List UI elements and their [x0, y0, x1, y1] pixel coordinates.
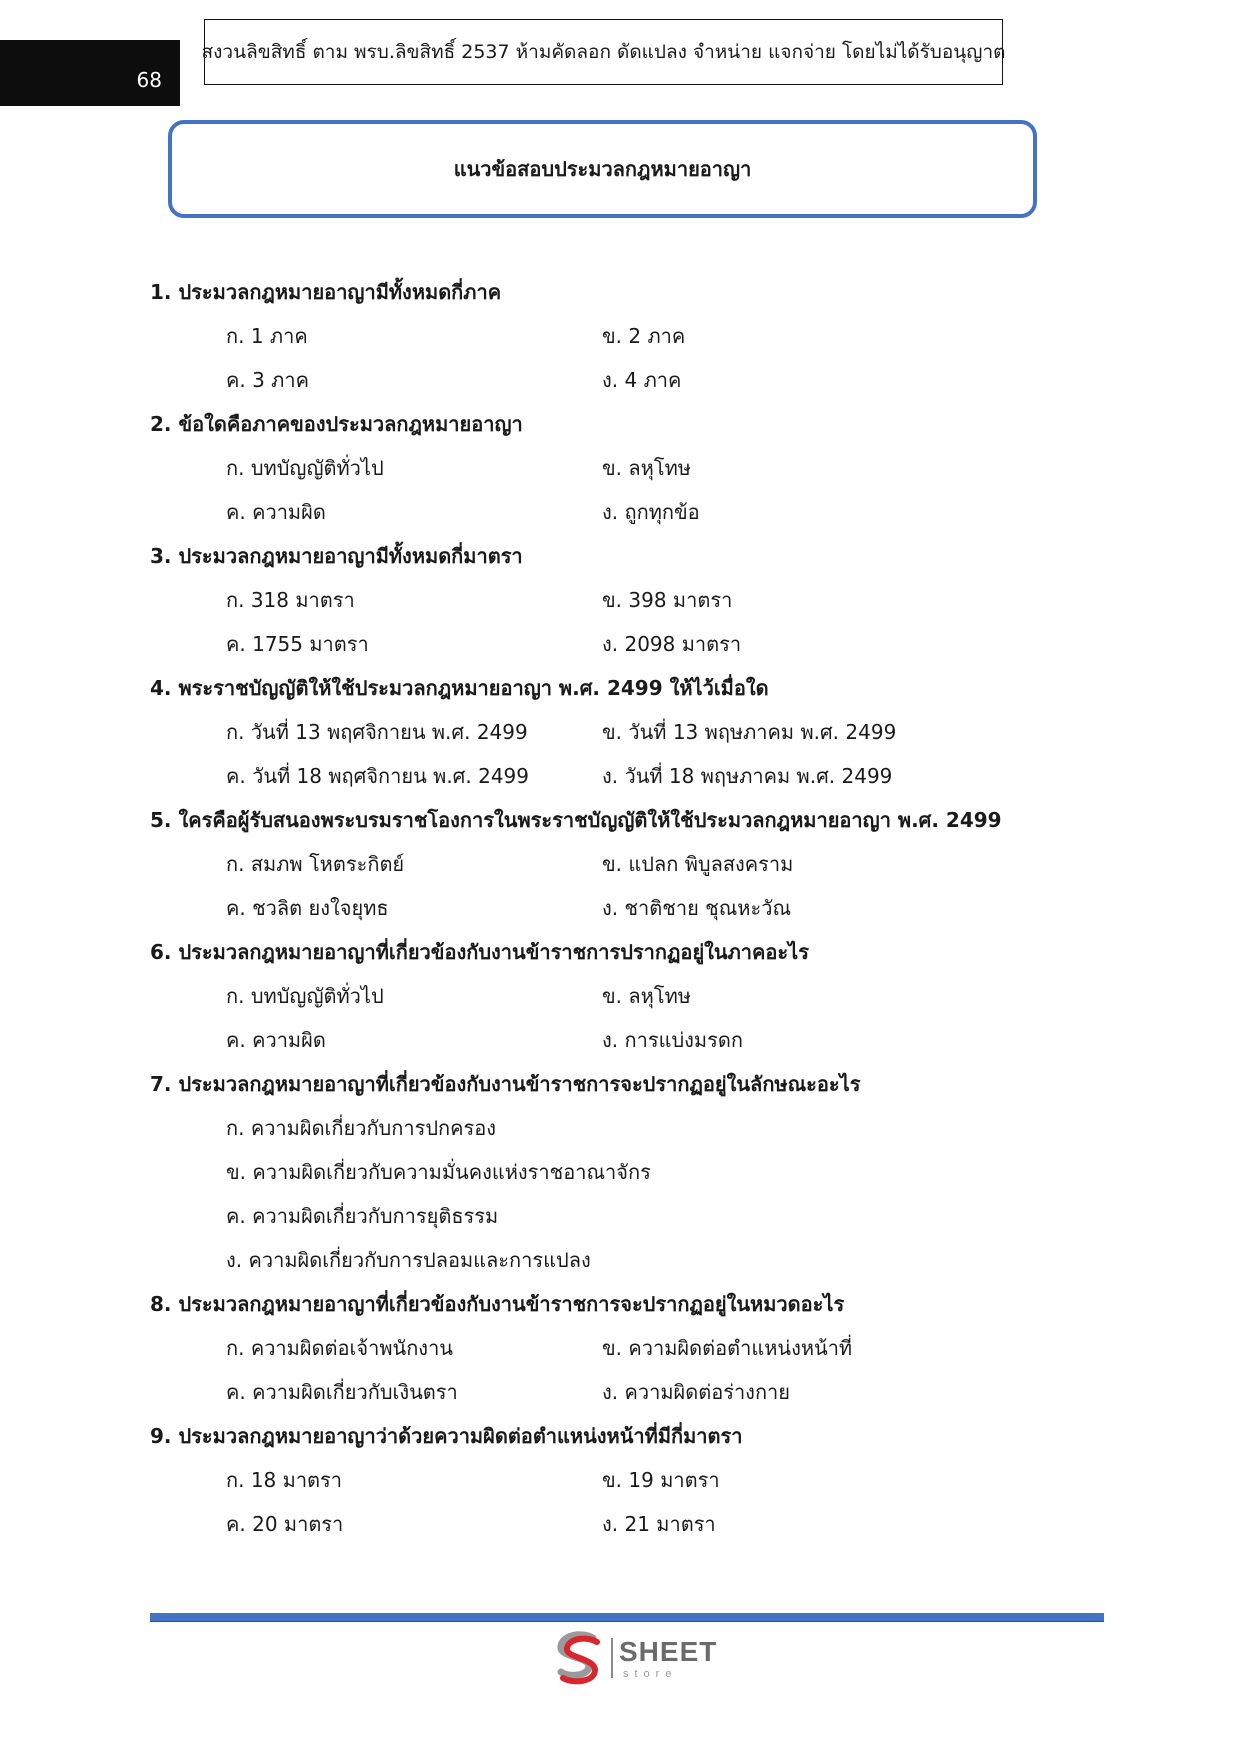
option-d: ง. การแบ่งมรดก	[602, 1028, 743, 1052]
question-8-options	[150, 1326, 1090, 1414]
question-4: 4. พระราชบัญญัติให้ใช้ประมวลกฎหมายอาญา พ.ศ. 2499 ให้ไว้เมื่อใด	[150, 676, 769, 700]
question-9-options	[150, 1458, 1090, 1546]
option-a: ก. วันที่ 13 พฤศจิกายน พ.ศ. 2499	[226, 720, 528, 744]
question-6: 6. ประมวลกฎหมายอาญาที่เกี่ยวข้องกับงานข้าราชการปรากฏอยู่ในภาคอะไร	[150, 940, 809, 964]
footer-rule	[150, 1613, 1104, 1622]
question-3-options	[150, 578, 1090, 666]
option-a: ก. ความผิดต่อเจ้าพนักงาน	[226, 1336, 453, 1360]
sheet-store-logo	[553, 1630, 723, 1686]
option-b: ข. วันที่ 13 พฤษภาคม พ.ศ. 2499	[602, 720, 897, 744]
question-1: 1. ประมวลกฎหมายอาญามีทั้งหมดกี่ภาค	[150, 280, 502, 304]
option-a: ก. 18 มาตรา	[226, 1468, 343, 1492]
option-c: ค. ความผิดเกี่ยวกับการยุติธรรม	[226, 1204, 499, 1228]
option-d: ง. 2098 มาตรา	[602, 632, 742, 656]
logo-subtitle: store	[623, 1668, 678, 1680]
option-d: ง. ชาติชาย ชุณหะวัณ	[602, 896, 791, 920]
option-d: ง. ความผิดเกี่ยวกับการปลอมและการแปลง	[226, 1248, 591, 1272]
option-b: ข. 2 ภาค	[602, 324, 686, 348]
option-d: ง. ความผิดต่อร่างกาย	[602, 1380, 791, 1404]
question-1-options	[150, 314, 1090, 402]
option-a: ก. 1 ภาค	[226, 324, 308, 348]
option-a: ก. บทบัญญัติทั่วไป	[226, 456, 384, 480]
option-a: ก. ความผิดเกี่ยวกับการปกครอง	[226, 1116, 497, 1140]
option-a: ก. สมภพ โหตระกิตย์	[226, 852, 405, 876]
option-b: ข. ลหุโทษ	[602, 456, 691, 480]
question-list	[150, 270, 1090, 1546]
option-c: ค. ความผิด	[226, 500, 326, 524]
option-c: ค. ความผิด	[226, 1028, 326, 1052]
option-d: ง. ถูกทุกข้อ	[602, 500, 700, 524]
page-title: แนวข้อสอบประมวลกฎหมายอาญา	[453, 157, 752, 181]
question-7-options	[150, 1106, 1090, 1282]
page-title-box	[168, 120, 1037, 218]
question-9: 9. ประมวลกฎหมายอาญาว่าด้วยความผิดต่อตำแหน่งหน้าที่มีกี่มาตรา	[150, 1424, 743, 1448]
sheet-store-s-icon	[553, 1630, 607, 1686]
option-b: ข. ความผิดต่อตำแหน่งหน้าที่	[602, 1336, 853, 1360]
question-7: 7. ประมวลกฎหมายอาญาที่เกี่ยวข้องกับงานข้าราชการจะปรากฏอยู่ในลักษณะอะไร	[150, 1072, 861, 1096]
page-number: 68	[136, 68, 162, 92]
question-2: 2. ข้อใดคือภาคของประมวลกฎหมายอาญา	[150, 412, 523, 436]
option-b: ข. 398 มาตรา	[602, 588, 733, 612]
copyright-notice	[201, 19, 1006, 85]
page-number-box	[0, 40, 180, 106]
option-c: ค. วันที่ 18 พฤศจิกายน พ.ศ. 2499	[226, 764, 529, 788]
question-6-options	[150, 974, 1090, 1062]
question-2-options	[150, 446, 1090, 534]
option-b: ข. ความผิดเกี่ยวกับความมั่นคงแห่งราชอาณาจักร	[226, 1160, 651, 1184]
logo-word: SHEET	[619, 1636, 718, 1667]
option-c: ค. ชวลิต ยงใจยุทธ	[226, 896, 389, 920]
option-b: ข. ลหุโทษ	[602, 984, 691, 1008]
option-a: ก. 318 มาตรา	[226, 588, 355, 612]
copyright-text: สงวนลิขสิทธิ์ ตาม พรบ.ลิขสิทธิ์ 2537 ห้ามคัดลอก ดัดแปลง จำหน่าย แจกจ่าย โดยไม่ได้รับอนุญาต	[201, 41, 1006, 63]
option-d: ง. 4 ภาค	[602, 368, 682, 392]
question-4-options	[150, 710, 1090, 798]
option-c: ค. 3 ภาค	[226, 368, 309, 392]
option-c: ค. ความผิดเกี่ยวกับเงินตรา	[226, 1380, 458, 1404]
question-5-options	[150, 842, 1090, 930]
question-8: 8. ประมวลกฎหมายอาญาที่เกี่ยวข้องกับงานข้าราชการจะปรากฏอยู่ในหมวดอะไร	[150, 1292, 845, 1316]
option-d: ง. วันที่ 18 พฤษภาคม พ.ศ. 2499	[602, 764, 893, 788]
logo-divider	[611, 1638, 613, 1678]
option-b: ข. 19 มาตรา	[602, 1468, 720, 1492]
option-a: ก. บทบัญญัติทั่วไป	[226, 984, 384, 1008]
question-3: 3. ประมวลกฎหมายอาญามีทั้งหมดกี่มาตรา	[150, 544, 523, 568]
option-c: ค. 1755 มาตรา	[226, 632, 369, 656]
option-d: ง. 21 มาตรา	[602, 1512, 716, 1536]
option-b: ข. แปลก พิบูลสงคราม	[602, 852, 794, 876]
option-c: ค. 20 มาตรา	[226, 1512, 344, 1536]
question-5: 5. ใครคือผู้รับสนองพระบรมราชโองการในพระราชบัญญัติให้ใช้ประมวลกฎหมายอาญา พ.ศ. 2499	[150, 808, 1002, 832]
